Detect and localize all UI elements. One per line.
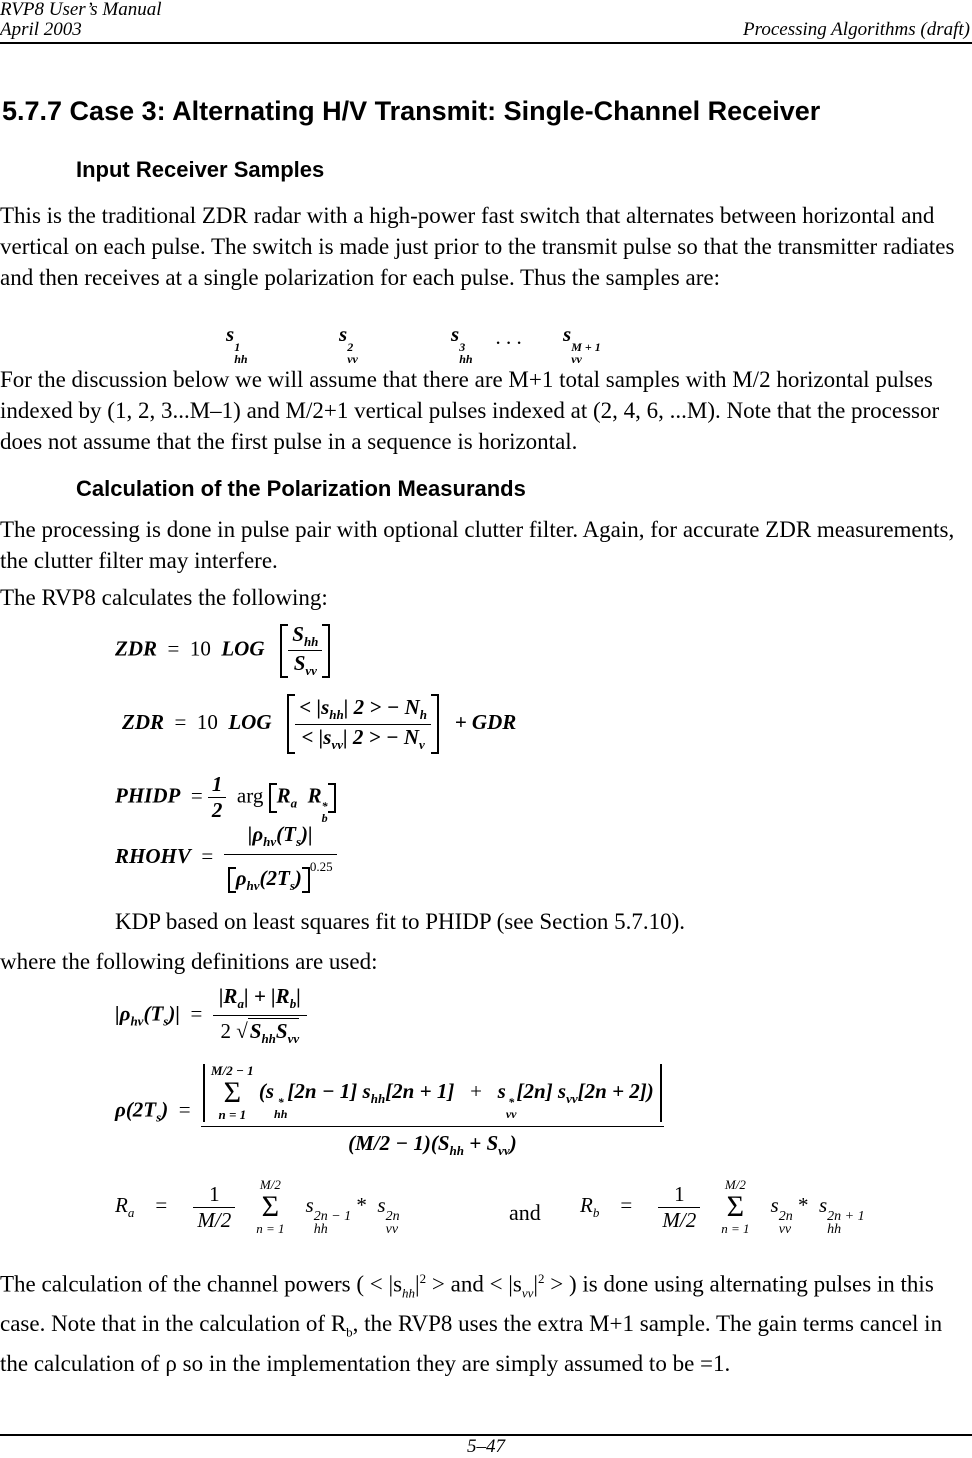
sample-s3hh: s 3 hh	[451, 322, 473, 366]
definition-rb: $R_b$ = $\frac{1}{M/2}$ M/2 Σ n = 1 s 2n vv * s 2n + 1 hh	[580, 1177, 865, 1237]
paragraph-calculates: The RVP8 calculates the following:	[0, 585, 328, 610]
equation-zdr-2: ZDR = 10 LOG $\frac{< |s_{hh}| 2 > - N_h}{< |s_{vv}| 2 > - N_v}$ + GDR	[122, 694, 516, 754]
page-number: 5–47	[467, 1436, 505, 1457]
definition-rho-2ts: $\rho(2T_s)$ = M/2 − 1 Σ n = 1 (s * hh [2n − 1] $s_{hh}[2n + 1]$ + s * vv [2n] $s_{vv}[2n + 2]$) $(M/2 - 1)(S_{hh} + S_{vv})$	[115, 1064, 664, 1159]
sample-s2vv: s 2 vv	[339, 322, 358, 366]
summation-rho: M/2 − 1 Σ n = 1	[211, 1063, 254, 1122]
sample-s1hh: s 1 hh	[226, 322, 248, 366]
paragraph-definitions: where the following definitions are used:	[0, 949, 378, 974]
subsection-measurands: Calculation of the Polarization Measurands	[76, 476, 526, 501]
sample-ellipsis: . . .	[496, 325, 523, 349]
paragraph-intro: This is the traditional ZDR radar with a high-power fast switch that alternates between horizontal and vertical on each pulse. The switch is made just prior to the transmit pulse so that the transmitter radiates and then receives at a single polarization for each pulse. Thus the samples are:	[0, 203, 955, 290]
equation-rhohv: RHOHV = $\frac{|\rho_{hv}(T_s)|}{\rho_{hv}(2T_s) ^{0.25}}$	[115, 822, 337, 894]
equation-phidp: PHIDP = $\frac{1}{2}$ arg $R_a$ R * b	[115, 772, 336, 824]
sample-sMvv: s M + 1 vv	[563, 322, 601, 366]
header-chapter: Processing Algorithms (draft)	[743, 19, 970, 40]
section-title: 5.7.7 Case 3: Alternating H/V Transmit: Single-Channel Receiver	[2, 96, 821, 126]
definition-ra: $R_a$ = $\frac{1}{M/2}$ M/2 Σ n = 1 s 2n − 1 hh * s 2n vv	[115, 1177, 400, 1237]
header-date: April 2003	[0, 19, 82, 40]
paragraph-processing: The processing is done in pulse pair with optional clutter filter. Again, for accurate ZDR measurements, the clutter filter may interfere.	[0, 517, 955, 573]
header-rule	[0, 42, 972, 44]
paragraph-discussion: For the discussion below we will assume that there are M+1 total samples with M/2 horizontal pulses indexed by (1, 2, 3...M–1) and M/2+1 vertical pulses indexed at (2, 4, 6, ...M). Note that the processor does not assume that the first pulse in a sequence is horizontal.	[0, 367, 940, 454]
header-manual-title: RVP8 User’s Manual	[0, 0, 162, 20]
and-connector: and	[509, 1200, 541, 1225]
equation-zdr-1: ZDR = 10 LOG $\frac{S_{hh}}{S_{vv}}$	[115, 622, 330, 679]
paragraph-channel-powers: The calculation of the channel powers ( < $|s_{hh}|^2$ > and < $|s_{vv}|^2$ > ) is done using alternating pulses in this case. Note that in the calculation of $R_b$, the RVP8 uses the extra M+1 sample. The gain terms cancel in the calculation of ρ so in the implementation they are simply assumed to be =1.	[0, 1271, 943, 1376]
kdp-note: KDP based on least squares fit to PHIDP (see Section 5.7.10).	[115, 909, 686, 934]
subsection-input-samples: Input Receiver Samples	[76, 157, 325, 182]
definition-rho-ts: $|\rho_{hv}(T_s)|$ = $\frac{|R_a| + |R_b|}{2 √S_{hh}S_{vv}}$	[115, 984, 307, 1047]
